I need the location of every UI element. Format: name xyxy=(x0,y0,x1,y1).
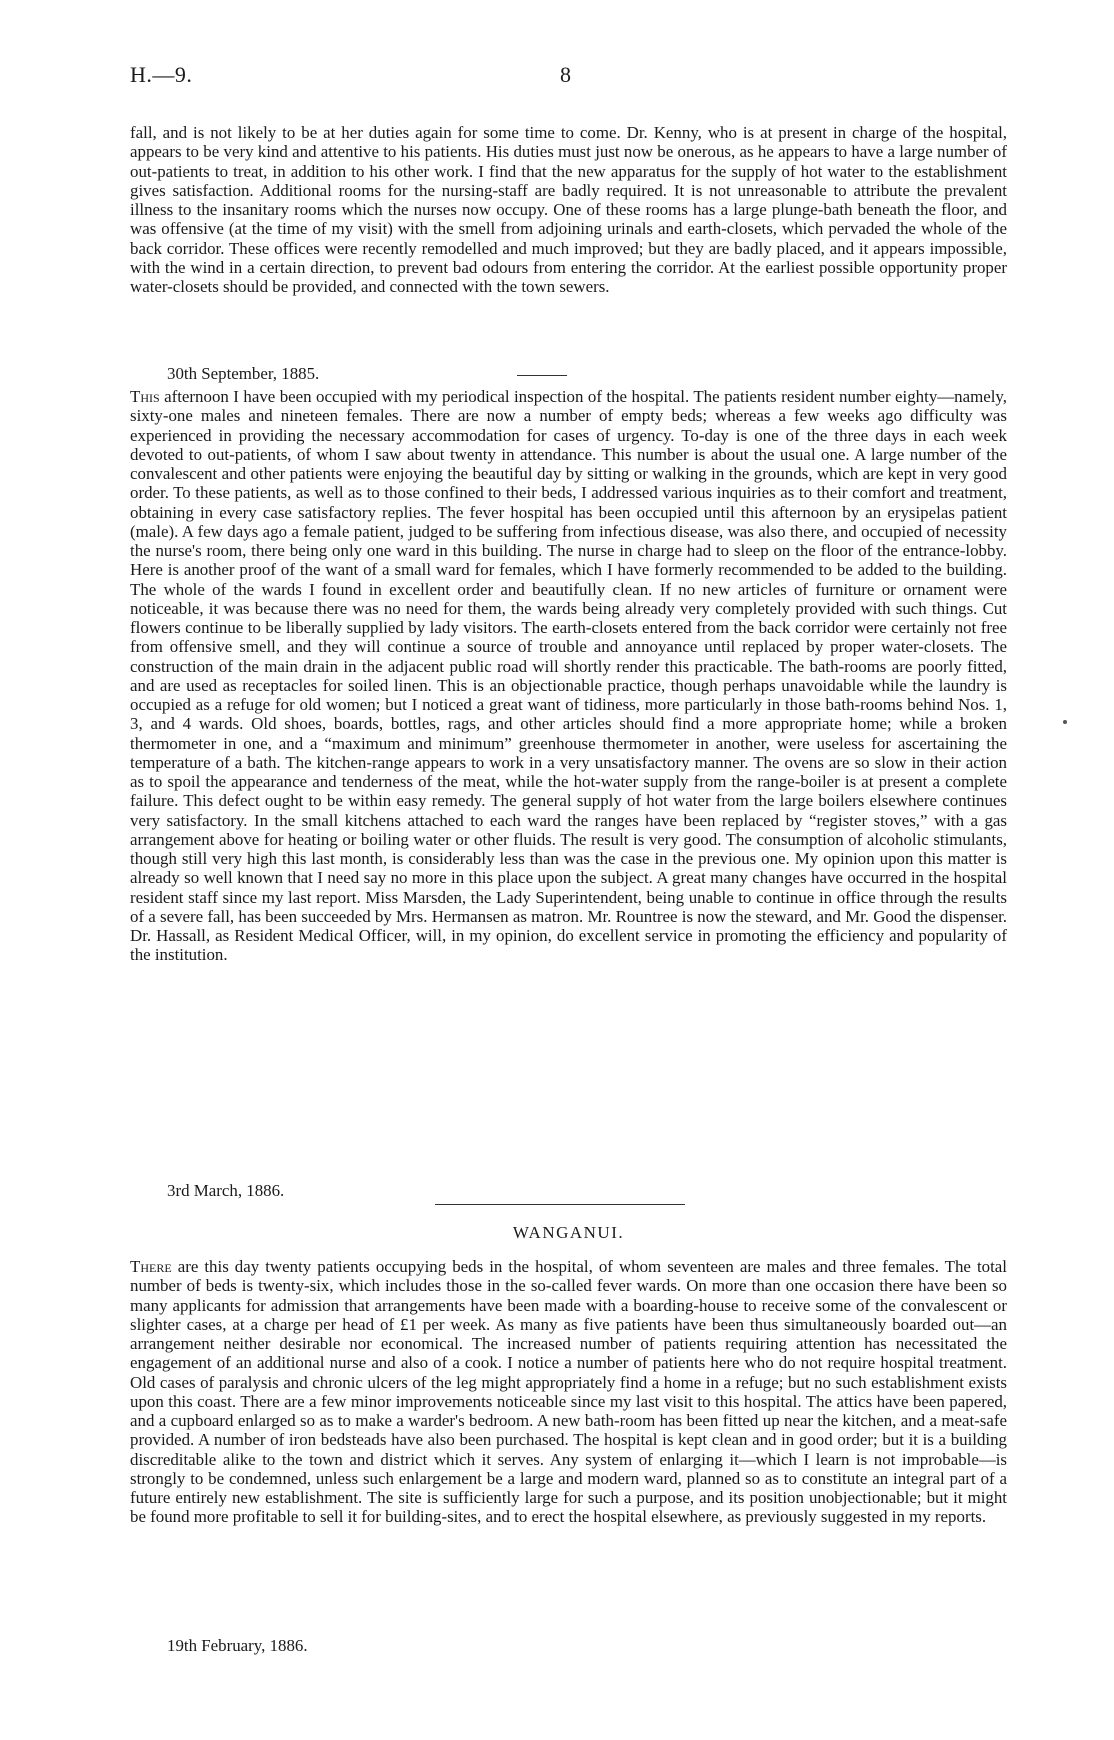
paragraph-text: afternoon I have been occupied with my periodical inspection of the hospital. The patients resident number eighty—namely, sixty-one males and nineteen females. There are now a number of empty beds; whereas a few weeks ago difficulty was experienced in providing the necessary accommodation for cases of urgency. To-day is one of the three days in each week devoted to out-patients, of whom I saw about twenty in attendance. This number is about the usual one. A large number of the convalescent and other patients were enjoying the beautiful day by sitting or walking in the grounds, which are kept in very good order. To these patients, as well as to those confined to their beds, I addressed various inquiries as to their comfort and treatment, obtaining in every case satisfactory replies. The fever hospital has been occupied until this afternoon by an erysipelas patient (male). A few days ago a female patient, judged to be suffering from infectious disease, was also there, and occupied of necessity the nurse's room, there being only one ward in this building. The nurse in charge had to sleep on the floor of the entrance-lobby. Here is another proof of the want of a small ward for females, which I have formerly recommended to be added to the building. The whole of the wards I found in excellent order and beautifully clean. If no new articles of furniture or ornament were noticeable, it was because there was no need for them, the wards being already very completely provided with such things. Cut flowers continue to be liberally supplied by lady visitors. The earth-closets entered from the back corridor were certainly not free from offensive smell, and they will continue a source of trouble and annoyance until replaced by proper water-closets. The construction of the main drain in the adjacent public road will shortly render this practicable. The bath-rooms are poorly fitted, and are used as receptacles for soiled linen. This is an objectionable practice, though perhaps unavoidable while the laundry is occupied as a refuge for old women; but I noticed a great want of tidiness, more particularly in those bath-rooms behind Nos. 1, 3, and 4 wards. Old shoes, boards, bottles, rags, and other articles should find a more appropriate home; while a broken thermometer in one, and a “maximum and minimum” greenhouse thermometer in another, were useless for ascertaining the temperature of a bath. The kitchen-range appears to work in a very unsatisfactory manner. The ovens are so slow in their action as to spoil the appearance and tenderness of the meat, while the hot-water supply from the range-boiler is at present a complete failure. This defect ought to be within easy remedy. The general supply of hot water from the large boilers elsewhere continues very satisfactory. In the small kitchens attached to each ward the ranges have been replaced by “register stoves,” with a gas arrangement above for heating or boiling water or other fluids. The result is very good. The consumption of alcoholic stimulants, though still very high this last month, is considerably less than was the case in the previous one. My opinion upon this matter is already so well known that I need say no more in this place upon the subject. A great many changes have occurred in the hospital resident staff since my last report. Miss Marsden, the Lady Superintendent, being unable to continue in office through the results of a severe fall, has been succeeded by Mrs. Hermansen as matron. Mr. Rountree is now the steward, and Mr. Good the dispenser. Dr. Hassall, as Resident Medical Officer, will, in my opinion, do excellent service in promoting the efficiency and popularity of the institution. xyxy=(130,387,1007,965)
report-date: 30th September, 1885. xyxy=(167,364,320,383)
page-number: 8 xyxy=(560,62,571,87)
paragraph-text: are this day twenty patients occupying beds in the hospital, of whom seventeen are males and three females. The total number of beds is twenty-six, which includes those in the so-called fever wards. On more than one occasion there have been so many applicants for admission that arrangements have been made with a boarding-house to receive some of the convalescent or slighter cases, at a charge per head of £1 per week. As many as five patients have been thus simultaneously boarded out—an arrangement neither desirable nor economical. The increased number of patients requiring attention has necessitated the engagement of an additional nurse and also of a cook. I notice a number of patients here who do not require hospital treatment. Old cases of paralysis and chronic ulcers of the leg might appropriately find a home in a refuge; but no such establishment exists upon this coast. There are a few minor improvements noticeable since my last visit to this hospital. The attics have been papered, and a cupboard enlarged so as to make a warder's bedroom. A new bath-room has been fitted up near the kitchen, and a meat-safe provided. A number of iron bedsteads have also been purchased. The hospital is kept clean and in good order; but it is a building discreditable alike to the town and district which it serves. Any system of enlarging it—which I learn is not improbable—is strongly to be condemned, unless such enlargement be a large and modern ward, planned so as to constitute an integral part of a future entirely new establishment. The site is sufficiently large for such a purpose, and its position unobjectionable; but it might be found more profitable to sell it for building-sites, and to erect the hospital elsewhere, as previously suggested in my reports. xyxy=(130,1257,1007,1527)
paragraph-body xyxy=(130,387,1007,965)
short-divider xyxy=(517,375,567,376)
section-heading: WANGANUI. xyxy=(512,1223,625,1242)
document-reference: H.—9. xyxy=(130,62,193,87)
report-date: 3rd March, 1886. xyxy=(167,1181,285,1200)
paragraph-text: fall, and is not likely to be at her duties again for some time to come. Dr. Kenny, who is at present in charge of the hospital, appears to be very kind and attentive to his patients. His duties must just now be onerous, as he appears to have a large number of out-patients to treat, in addition to his other work. I find that the new apparatus for the supply of hot water to the establishment gives satisfaction. Additional rooms for the nursing-staff are badly required. It is not unreasonable to attribute the prevalent illness to the insanitary rooms which the nurses now occupy. One of these rooms has a large plunge-bath beneath the floor, and was offensive (at the time of my visit) with the smell from adjoining urinals and earth-closets, which pervaded the whole of the back corridor. These offices were recently remodelled and much improved; but they are badly placed, and it appears impossible, with the wind in a certain direction, to prevent bad odours from entering the corridor. At the earliest possible opportunity proper water-closets should be provided, and connected with the town sewers. xyxy=(130,123,1007,296)
report-paragraph xyxy=(130,1257,1007,1527)
paragraph-body xyxy=(130,1257,1007,1527)
section-divider xyxy=(435,1204,685,1205)
paragraph-lead-word: There xyxy=(130,1257,172,1276)
report-paragraph-continued xyxy=(130,123,1007,296)
margin-speck xyxy=(1063,720,1067,724)
report-paragraph xyxy=(130,387,1007,965)
report-date: 19th February, 1886. xyxy=(167,1636,308,1655)
running-head xyxy=(130,62,1010,92)
paragraph-lead-word: This xyxy=(130,387,160,406)
